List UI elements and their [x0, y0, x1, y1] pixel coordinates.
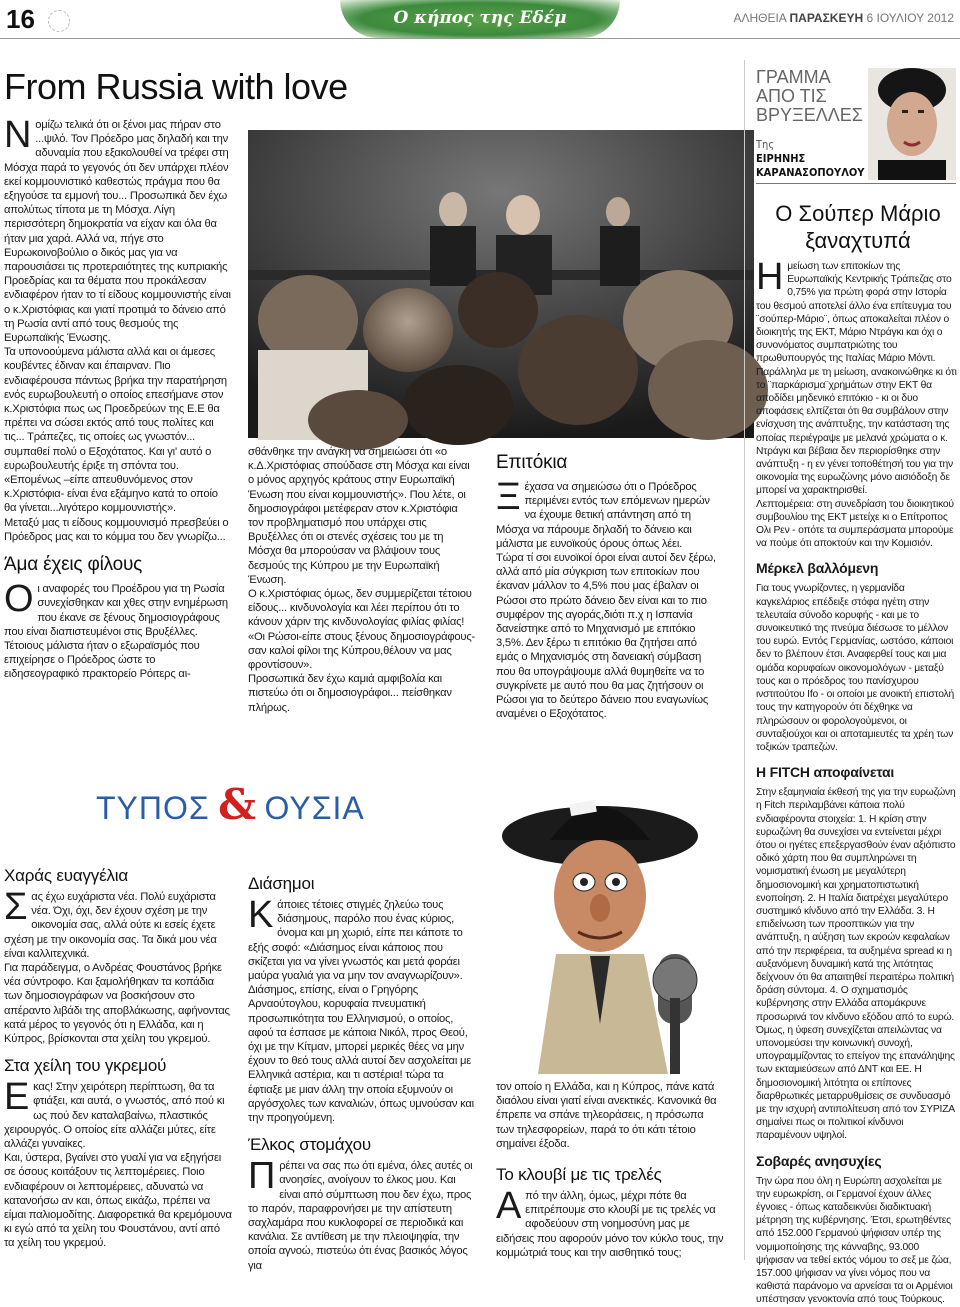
byline-prefix: Της: [756, 138, 775, 151]
dateline-day: ΠΑΡΑΣΚΕΥΗ: [789, 11, 864, 25]
main-col-1: [4, 114, 232, 682]
logo-left: ΤΥΠΟΣ: [96, 790, 210, 826]
drop-cap: Π: [248, 1155, 276, 1198]
page-number: 16: [6, 4, 35, 34]
paragraph: Και, ύστερα, βγαίνει στο γυαλί για να εξηγήσει σε όσους κοιτάξουν τις λεπτομέρειες. Ποιο ενδιαφέρουν οι λεπτομέρειες, αδυνατώ να κατανοήσω αν και, όπως εικάζω, πρέπει να είμαι παλιομοδίτης. Διαφορετικά θα κρεμόμουνα κι εγώ από τα χείλη του Φουστάνου, αντί από τα χείλη του γκρεμού.: [4, 1152, 232, 1250]
page-ornament-icon: [48, 10, 70, 32]
paragraph: ομίζω τελικά ότι οι ξένοι μας πήραν στο ...ψιλό. Τον Πρόεδρο μας δηλαδή και την αδυναμία που εξακολουθεί να τρέφει στη Μόσχα παρά το γεγονός ότι δεν υπάρχει πλέον εκεί κομμουνιστικό καθεστώς πράγμα που θα εξηγούσε τα εμμονή του... Προσωπικά δεν έχω απολύτως τίποτα με τη Μόσχα. Λίγη περισσότερη δημοκρατία να είχαν και όλα θα ήταν μια χαρά. Αλλά να, πήγε στο Ευρωκοινοβούλιο ο δικός μας για να παρουσιάσει τις προτεραιότητες της κυπριακής Προεδρίας και τα θέματα που προκάλεσαν ενδιαφέρον ήταν το τί είδους κομμουνιστής είναι ο κ.Χριστόφιας και γιατί προτιμά το δάνειο από τη Ρωσία αντί από τους θεσμούς της Ευρωπαϊκής Ένωσης.: [4, 119, 231, 345]
author-portrait: [868, 68, 956, 180]
drop-cap: Ν: [4, 114, 32, 156]
reporter-illustration: [498, 784, 726, 1076]
paragraph: Για παράδειγμα, ο Ανδρέας Φουστάνος βρήκε νέα σύντροφο. Και ξαμολήθηκαν τα κοπάδια των δημοσιογράφων να βοσκήσουν στο απέραντο λιβάδι της αποβλάκωσης, αφήνοντας κατά μέρος το γεγονός ότι η Ελλάδα, και η Κύπρος, βρίσκονται στα χείλη του γκρεμού.: [4, 962, 230, 1046]
column-divider: [744, 60, 745, 1260]
audience-photo-svg: [248, 130, 754, 438]
subheading: Το κλουβί με τις τρελές: [496, 1165, 662, 1185]
paragraph: Τώρα τί σοι ευνοϊκοί όροι είναι αυτοί δεν ξέρω, αλλά από μία σύγκριση των επιτοκίων που έκαναν μάλλον το 4,5% που μας έβαλαν οι Ρώσοι στο πρώτο δάνειο δεν είναι και το πιο συμφέρον της αγοράς,διότι π.χ η Ισπανία δανείστηκε από το Μηχανισμό με επιτόκιο 3,5%. Δεν ξέρω τι επιτόκιο θα ζητήσει από εμάς ο Μηχανισμός στη δανειακή σύμβαση που θα υπογράψουμε αλλά θυμηθείτε να το συγκρίνετε με αυτό που θα μας ζητήσουν οι Ρώσοι για το δεύτερο δάνειο που εναγωνίως αναμένει ο Εξοχότατος.: [496, 552, 716, 721]
paragraph: Μεταξύ μας τι είδους κομμουνισμό πρεσβεύει ο Πρόεδρος μας και το κόμμα του δεν γνωρίζω...: [4, 516, 229, 543]
paragraph: πό την άλλη, όμως, μέχρι πότε θα επιτρέπουμε στο κλουβί με τις τρελές να αφοδεύουν στη νοημοσύνη μας με ειδήσεις που αφορούν μόνο τον κύκλο τους, την κομμώτριά τους και την αισθητικό τους;: [496, 1190, 724, 1259]
paragraph: ρέπει να σας πω ότι εμένα, όλες αυτές οι ανοησίες, ανοίγουν το έλκος μου. Και είναι από σύμπτωση που δεν έχω, προς το παρόν, παραφρονήσει με την απίστευτη σαχλαμάρα που κυκλοφορεί σε περιοδικά και κανάλια. Σε αντίθεση με την πλειοψηφία, την οποία αγνοώ, πιστεύω ότι ένας βασικός λόγος για: [248, 1160, 473, 1272]
subheading: Άμα έχεις φίλους: [4, 554, 143, 576]
subheading: Σοβαρές ανησυχίες: [756, 1152, 882, 1169]
author-photo: [868, 68, 956, 180]
paragraph: ας έχω ευχάριστα νέα. Πολύ ευχάριστα νέα. Όχι, όχι, δεν έχουν σχέση με την οικονομία σας, αλλά ούτε κι εσείς έχετε σχέση με την οικονομία σας. Τα δικά μου νέα είναι καλλιτεχνικά.: [4, 891, 217, 960]
main-col-2: [248, 445, 476, 715]
typos-ousia-logo: [96, 780, 396, 830]
subheading: Χαράς ευαγγέλια: [4, 866, 128, 885]
drop-cap: Ε: [4, 1076, 30, 1119]
typos-col-3: [496, 1080, 724, 1260]
paragraph: Στην εξαμηνιαία έκθεσή της για την ευρωζώνη η Fitch περιλαμβάνει κάποια πολύ ενδιαφέροντα στοιχεία: 1. Η κρίση στην ευρωζώνη θα συνεχίσει να εντείνεται μέχρι ότου οι ηγέτες επεξεργασθούν έναν αξιόπιστο οδικό χάρτη που θα συμπληρώνει τη νομισματική ένωση με μεγαλύτερη δημοσιονομική και χρηματοπιστωτική ενοποίηση. 2. Η Ιταλία διατρέχει μεγαλύτερο συστημικό κίνδυνο από την Ελλάδα. 3. Η επιδείνωση των προοπτικών για την ανάπτυξη, η αύξηση των εκροών κεφαλαίων από την περιφέρεια, τα αυξημένα spread κι η αυξανόμενη δυναμική κατά της λιτότητας δείχνουν ότι θα απαιτηθεί περαιτέρω πολιτική δράση σύντομα. 4. Ο σχηματισμός κυβέρνησης στην Ελλάδα απομάκρυνε προσωρινά τον κίνδυνο εξόδου από το ευρώ. Όμως, η ύφεση συνεχίζεται απειλώντας να υπονομεύσει την κοινωνική συνοχή, υπογραμμίζοντας το επείγον της επανάληψης των εκταμιεύσεων από ΔΝΤ και ΕΕ. Η δημοσιονομική λιτότητα οι επίπονες διαρθρωτικές μεταρρυθμίσεις σε συνδυασμό με την ισχυρή αντιπολίτευση από τον ΣΥΡΙΖΑ σημαίνει πως οι πολιτικοί κίνδυνοι παραμένουν υψηλοί.: [756, 787, 956, 1142]
subheading: Μέρκελ βαλλόμενη: [756, 560, 879, 577]
paragraph: Για τους γνωρίζοντες, η γερμανίδα καγκελάριος επέδειξε στόφα ηγέτη στην τελευταία σύνοδο κορυφής - και με το συνοικευτικό της πνεύμα διέσωσε το μέλλον του ευρώ. Εντός Γερμανίας, ωστόσο, κάποιοι δεν το βλέπουν έτσι. Αναφερθεί τους και μια ομάδα κορυφαίων οικονομολόγων - μεταξύ τους και ο πρόεδρος του πανίσχυρου ινστιτούτου Ifo - οι οποίοι με ανοικτή επιστολή τους την κατηγορούν ότι δέχθηκε να πληρώσουν οι φορολογούμενοι, οι συνταξιούχοι και οι αποταμιευτές τα χρέη των τοξικών τραπεζών.: [756, 583, 955, 753]
paragraph: Λεπτομέρεια: στη συνεδρίαση του διοικητικού συμβουλίου της ΕΚΤ μετείχε κι ο Επίτροπος Ολι Ρεν - οπότε τα συμπεράσματα μπορούμε να πούμε ότι αποκτούν και την Κομισιόν.: [756, 498, 954, 550]
subheading: Η FITCH αποφαίνεται: [756, 764, 895, 781]
paragraph: έχασα να σημειώσω ότι ο Πρόεδρος περιμένει εντός των επόμενων ημερών να έχουμε θετική απάντηση από τη Μόσχα να πάρουμε δηλαδή το δάνειο και μάλιστα με ευνοϊκούς όρους όπως λέει.: [496, 481, 710, 550]
paragraph: μείωση των επιτοκίων της Ευρωπαϊκής Κεντρικής Τράπεζας στο 0,75% για πρώτη φορά στην Ιστορία του θεσμού αποτελεί άλλο ένα επίτευγμα του ¨σούπερ-Μάριο¨, όπως αποκαλείται πλέον ο διοικητής της ΕΚΤ, Μάριο Ντράγκι και όχι ο συνονόματος συμπατριώτης του πρωθυπουργός της Ιταλίας Μάριο Μόντι. Παράλληλα με τη μείωση, ανακοινώθηκε κι ότι το ¨παρκάρισμα¨χρημάτων στην ΕΚΤ θα αποδίδει μηδενικό επιτόκιο - κι οι δυο αποφάσεις ελπίζεται ότι θα συμβάλουν στην ενίσχυση της ανάπτυξης, την κατάσταση της οποίας περιέγραψε με μελανά χρώματα ο κ. Ντράγκι και βέβαια δεν περιορίσθηκε στην ανάπτυξη - η εν γένει τοποθέτησή του για την οικονομία της ευρωζώνης μόνο αισιόδοξη δε μπορεί να χαρακτηρισθεί.: [756, 261, 957, 497]
column-title: Ο Σούπερ Μάριο ξαναχτυπά: [775, 201, 941, 253]
author-name: ΕΙΡΗΝΗΣ ΚΑΡΑΝΑΣΟΠΟΥΛΟΥ: [756, 152, 865, 179]
logo-right: ΟΥΣΙΑ: [264, 790, 365, 826]
drop-cap: Ο: [4, 578, 34, 621]
paragraph: άποιες τέτοιες στιγμές ζηλεύω τους διάσημους, παρόλο που ένας κύριος, όνομα και μη χωριό, είπε πει κάποτε το εξής σοφό: «Διάσημος είναι κάποιος που σκίζεται για να γίνει γνωστός και μετά φοράει μαύρα γυαλιά για να μην τον αναγνωρίζουν». Διάσημος, επίσης, είναι ο Γρηγόρης Αρναούτογλου, κορυφαία πνευματική προσωπικότητα του Ελληνισμού, ο οποίος, αφού τα έσπασε με κάποια Νικόλ, προς Θεού, όχι με την Κίτμαν, μπορεί μερικές θέες να μην έχουν το θεό τους αλλά αυτοί δεν ασχολείται με Ελληνικά αστέρια, και τι αστέρια! τώρα τα έφτιαξε με μιαν άλλη την οποία εξυμνούν οι αργόσχολες των καναλιών, όπως υμνούσαν και την προηγούμενη.: [248, 899, 474, 1125]
drop-cap: Κ: [248, 894, 274, 936]
subheading: Έλκος στομάχου: [248, 1135, 371, 1155]
paragraph: ι αναφορές του Προέδρου για τη Ρωσία συνεχίσθηκαν και χθες στην ενημέρωση που έκανε σε ξένους δημοσιογράφους που είναι διαπιστευμένοι στις Βρυξέλλες. Τέτοιους μάλιστα ήταν ο εξωραϊσμός που επιχείρησε ο Πρόεδρος ώστε το ειδησεογραφικό πρακτορείο Ρόιτερς αι-: [4, 583, 228, 681]
drop-cap: Ξ: [496, 476, 521, 518]
drop-cap: Σ: [4, 886, 28, 928]
paragraph: κας! Στην χειρότερη περίπτωση, θα τα φτιάξει, και αυτά, ο γνωστός, από πού κι ως πού δεν καταλαβαίνω, πλαστικός χειρουργός. Ο οποίος είτε αλλάζει μύτες, είτε αλλάζει γυναίκες.: [4, 1081, 225, 1151]
press-reporter-photo: [498, 784, 726, 1076]
header-rule: [0, 38, 960, 39]
section-banner: [340, 0, 620, 38]
article-title: From Russia with love: [4, 66, 348, 107]
byline-rule: [756, 183, 956, 184]
paragraph: Προσωπικά δεν έχω καμιά αμφιβολία και πιστεύω ότι οι δημοσιογράφοι... πείσθηκαν πλήρως.: [248, 673, 452, 714]
section-title: Ο κήπος της Εδέμ: [393, 8, 567, 28]
audience-photo: [248, 130, 754, 438]
typos-col-2: [248, 874, 476, 1273]
paragraph: Τα υπονοούμενα μάλιστα αλλά και οι άμεσες κουβέντες έδιναν και έπαιρναν. Πιο ενδιαφέρουσα πάντως βρήκα την παρατήρηση ενός ευρωβουλευτή ο οποίος επεσήμανε στον κ.Χριστόφια πως ως Προεδρεύων της Ε.Ε θα πρέπει να σώσει εκτός από τους πολίτες και τις... Τράπεζες, τις οποίες ως γνωστόν... συμπαθεί πολύ ο Εξοχότατος. Και γι' αυτό ο ευρωβουλευτής έριξε τη σπόντα του. «Επομένως –είπε απευθυνόμενος στον κ.Χριστόφια- είναι ένα εξάμηνο κατά το οποίο θα γίνεται...λιγότερο κομμουνιστής».: [4, 346, 227, 515]
drop-cap: Η: [756, 256, 784, 298]
paragraph: τον οποίο η Ελλάδα, και η Κύπρος, πάνε κατά διαόλου είναι γιατί είναι ανεκτικές. Κανονικά θα έπρεπε να σπάνε τηλεοράσεις, η πρόσωπα των τηλεσφορείων, παρά το ότι κάτι τέτοιο σημαίνει έξοδα.: [496, 1081, 717, 1150]
dateline: ΑΛΗΘΕΙΑ ΠΑΡΑΣΚΕΥΗ 6 ΙΟΥΛΙΟΥ 2012: [733, 11, 954, 25]
subheading: Στα χείλη του γκρεμού: [4, 1056, 167, 1076]
drop-cap: Α: [496, 1185, 522, 1228]
typos-col-1: [4, 866, 232, 1251]
paragraph: Ο κ.Χριστόφιας όμως, δεν συμμερίζεται τέτοιου είδους... κινδυνολογία και λέει περίπου ότι το κάνουν χάριν της κινδυνολογίας φιλίας φιλίας! «Οι Ρώσοι-είπε στους ξένους δημοσιογράφους- σαν καλοί φίλοι της Κύπρου,θέλουν να μας φροντίσουν».: [248, 588, 476, 672]
logo-ampersand: &: [218, 780, 257, 829]
subheading: Διάσημοι: [248, 874, 315, 893]
main-col-3: [496, 452, 722, 721]
opinion-column: [752, 62, 958, 1306]
page-header: [0, 0, 960, 40]
subheading: Επιτόκια: [496, 452, 568, 473]
paragraph: Την ώρα που όλη η Ευρώπη ασχολείται με την ευρωκρίση, οι Γερμανοί έχουν άλλες έγνοιες - όπως καταδεικνύει διαδικτυακή μέτρηση της κυβέρνησης. Έτσι, ερωτηθέντες από 152.000 Γερμανού ψήφισαν υπέρ της νομιμοποίησης της κάνναβης, 93.000 ψήφισαν να τεθεί εκτός νόμου το σεξ με ζώα, 157.000 ψήφισαν να γίνει νόμος που να καθιστά παράνομο να αρνείσαι τα οι Αρμένιοι υπέστησαν γενοκτονία από τους Τούρκους.: [756, 1175, 953, 1306]
column-kicker: ΓΡΑΜΜΑ ΑΠΟ ΤΙΣ ΒΡΥΞΕΛΛΕΣ: [756, 67, 863, 125]
column-body: [756, 256, 958, 1307]
paragraph: σθάνθηκε την ανάγκη να σημειώσει ότι «ο κ.Δ.Χριστόφιας σπούδασε στη Μόσχα και είναι ο μόνος αρχηγός κράτους στην Ευρωπαϊκή Ένωση που είναι κομμουνιστής». Που λέτε, οι δημοσιογράφοι μετέφεραν στον κ.Χριστόφια τον προβληματισμό που υπάρχει στις Βρυξέλλες ότι οι στενές σχέσεις του με τη Μόσχα θα μπορούσαν να βλάψουν τους δεσμούς της Κύπρου με την Ευρωπαϊκή Ένωση.: [248, 446, 470, 586]
